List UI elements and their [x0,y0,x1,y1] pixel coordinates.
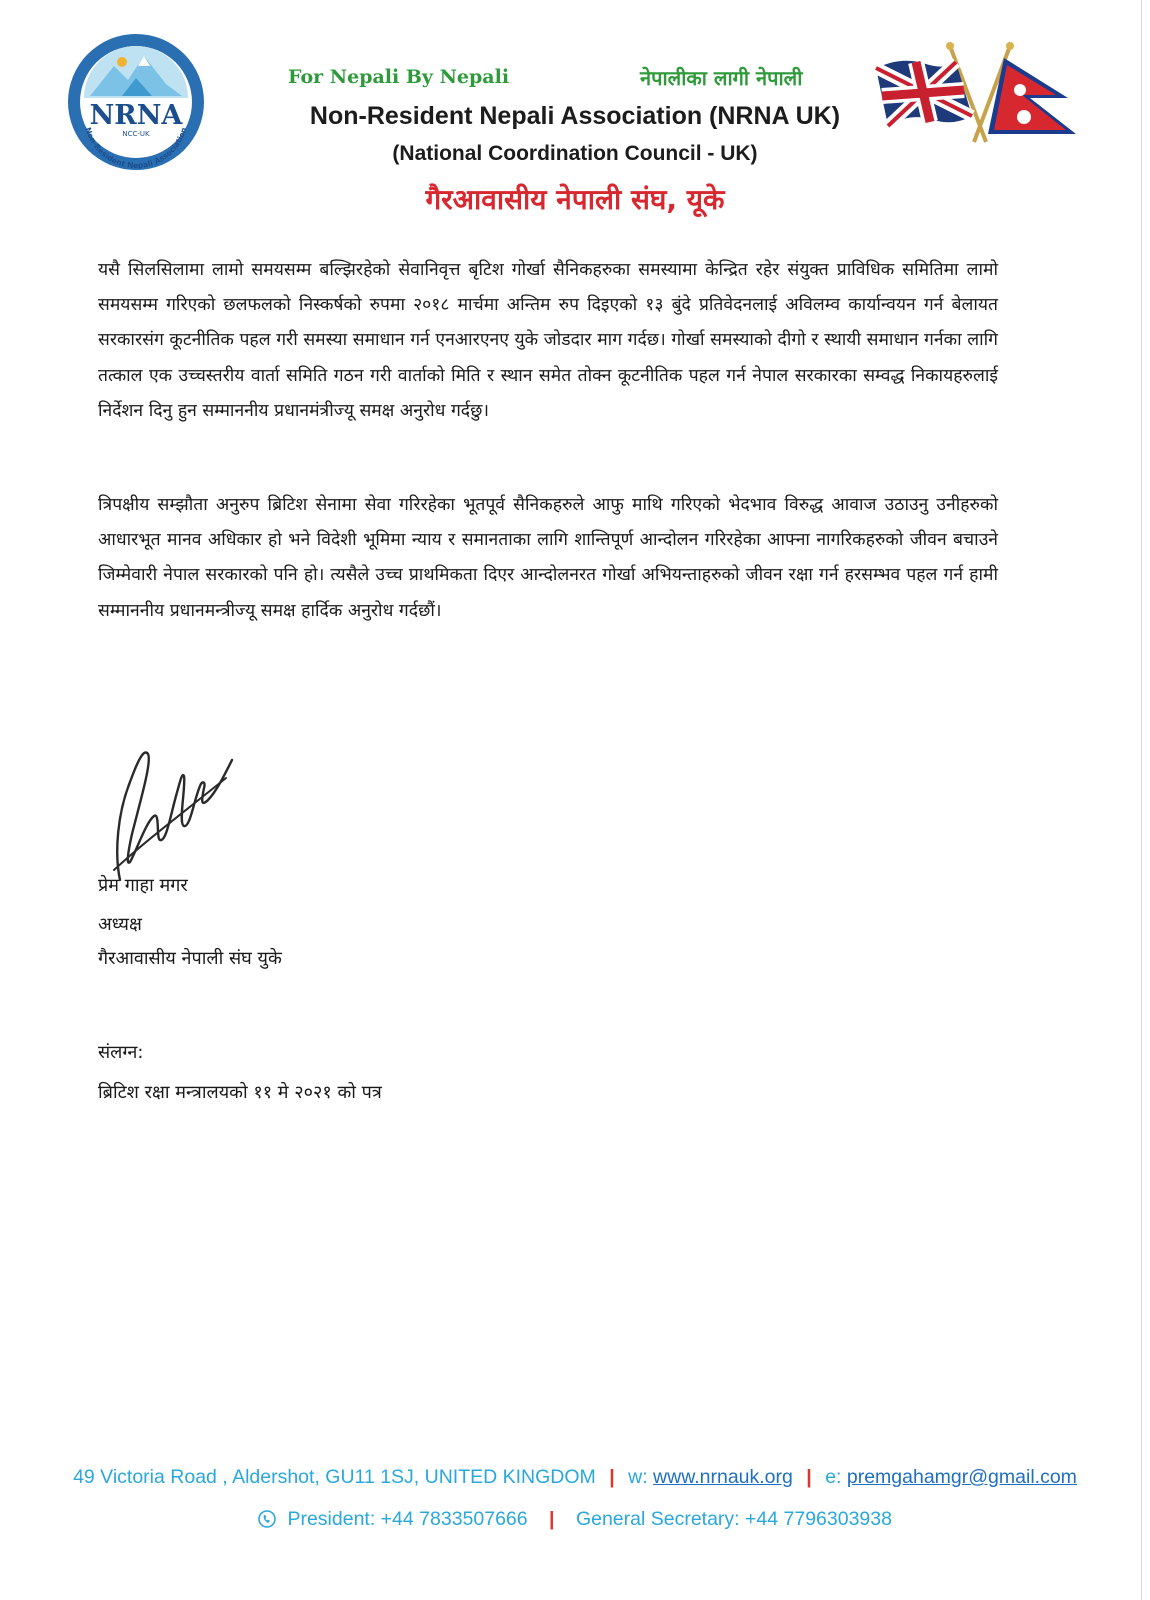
organization-council: (National Coordination Council - UK) [392,142,758,165]
organization-name-nepali: गैरआवासीय नेपाली संघ, यूके [425,183,725,216]
footer-email-label: e: [825,1466,842,1488]
footer-web-label: w: [628,1466,648,1488]
letter-paragraph-2: त्रिपक्षीय सम्झौता अनुरुप ब्रिटिश सेनामा सेवा गरिरहेका भूतपूर्व सैनिकहरुले आफु माथि गरिएको भेदभाव विरुद्ध आवाज उठाउनु उनीहरुको आधारभूत मानव अधिकार हो भने विदेशी भूमिमा न्याय र समानताका लागि शान्तिपूर्ण आन्दोलन गरिरहेका आफ्ना नागरिकहरुको जीवन बचाउने जिम्मेवारी नेपाल सरकारको पनि हो। त्यसैले उच्च प्राथमिकता दिएर आन्दोलनरत गोर्खा अभियन्ताहरुको जीवन रक्षा गर्न हरसम्भव पहल गर्न हामी सम्माननीय प्रधानमन्त्रीज्यू समक्ष हार्दिक अनुरोध गर्दछौं। [98,495,998,621]
phone-icon [258,1510,276,1528]
footer-address: 49 Victoria Road , Aldershot, GU11 1SJ, UNITED KINGDOM [73,1466,596,1488]
signatory-name: प्रेम गाहा मगर [98,875,188,896]
enclosure-item: ब्रिटिश रक्षा मन्त्रालयको ११ मे २०२१ को पत्र [98,1082,382,1103]
signatory-title: अध्यक्ष [98,914,142,935]
signatory-organization: गैरआवासीय नेपाली संघ युके [98,948,282,969]
footer-separator: | [609,1466,615,1488]
organization-name: Non-Resident Nepali Association (NRNA UK) [309,102,841,130]
handwritten-signature [104,742,234,887]
svg-text:NRNA: NRNA [89,100,183,131]
footer-contact-line [0,1466,1150,1489]
footer-email-link[interactable]: premgahamgr@gmail.com [846,1466,1077,1488]
footer-separator: | [806,1466,812,1488]
tagline-nepali: नेपालीका लागी नेपाली [640,66,803,90]
footer-secretary-phone: General Secretary: +44 7796303938 [575,1508,892,1530]
svg-text:NCC-UK: NCC-UK [122,130,150,138]
tagline-english: For Nepali By Nepali [288,66,510,88]
letter-paragraph-1: यसै सिलसिलामा लामो समयसम्म बल्झिरहेको सेवानिवृत्त बृटिश गोर्खा सैनिकहरुका समस्यामा केन्द्रित रहेर संयुक्त प्राविधिक समितिमा लामो समयसम्म गरिएको छलफलको निस्कर्षको रुपमा २०१८ मार्चमा अन्तिम रुप दिइएको १३ बुंदे प्रतिवेदनलाई अविलम्व कार्यान्वयन गर्न बेलायत सरकारसंग कूटनीतिक पहल गरी समस्या समाधान गर्न एनआरएनए युके जोडदार माग गर्दछ। गोर्खा समस्याको दीगो र स्थायी समाधान गर्नका लागि तत्काल एक उच्चस्तरीय वार्ता समिति गठन गरी वार्ताको मिति र स्थान समेत तोक्न कूटनीतिक पहल गर्न नेपाल सरकारका सम्वद्ध निकायहरुलाई निर्देशन दिनु हुन सम्माननीय प्रधानमंत्रीज्यू समक्ष अनुरोध गर्दछु। [98,260,998,421]
svg-text:Non-Resident Nepali Associatio: Non-Resident Nepali Association [83,126,189,171]
footer-president-phone: President: +44 7833507666 [287,1508,528,1530]
uk-nepal-flags-icon [872,38,1088,148]
footer-phone-line [0,1508,1150,1531]
page-edge-line [1141,0,1142,1600]
enclosure-label: संलग्न: [98,1042,144,1063]
footer-separator: | [549,1508,555,1530]
footer-website-link[interactable]: www.nrnauk.org [653,1466,793,1488]
